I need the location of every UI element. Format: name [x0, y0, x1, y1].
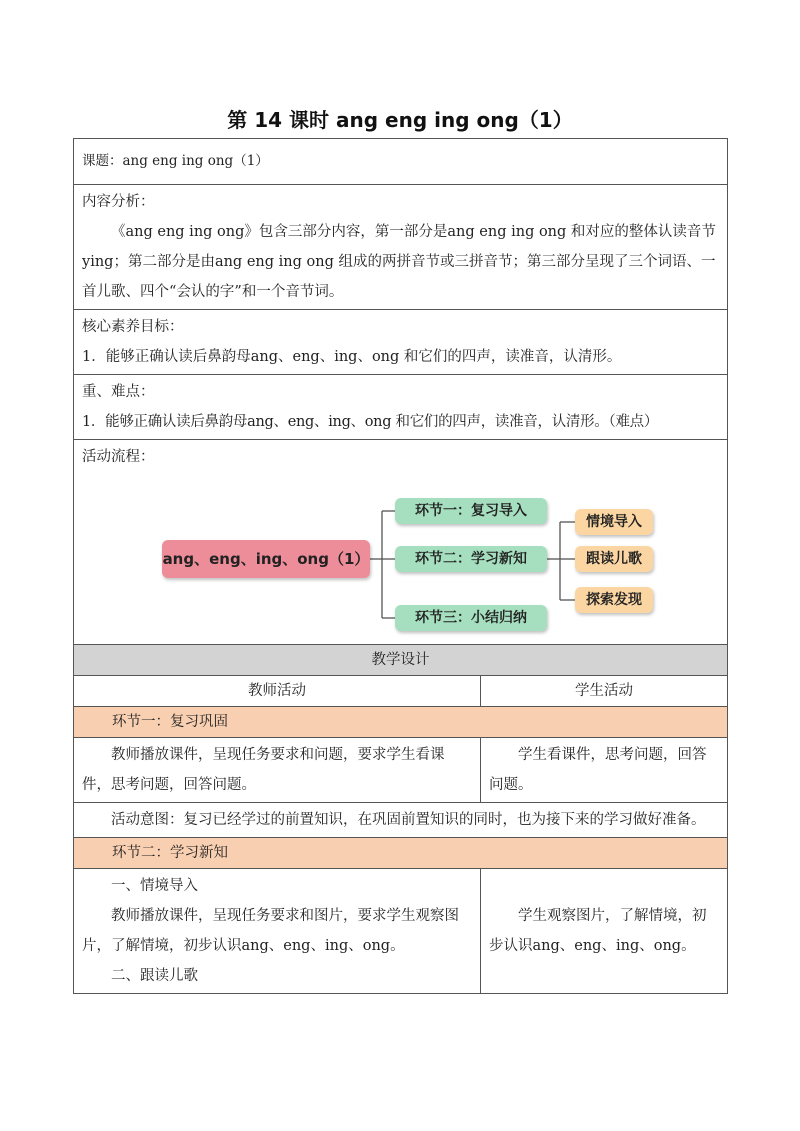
flow-step-1: 环节一：复习导入 — [395, 498, 547, 524]
design-heading-row — [74, 645, 728, 676]
content-analysis-row — [74, 185, 728, 310]
core-goals-row — [74, 310, 728, 375]
content-analysis-body: 《ang eng ing ong》包含三部分内容，第一部分是ang eng ing ong 和对应的整体认读音节 ying；第二部分是由ang eng ing ong 组成的两拼音节或三拼音节；第三部分呈现了三个词语、一首儿歌、四个“会认的字”和一个音节词。 — [82, 224, 716, 300]
section2-label: 环节二：学习新知 — [74, 838, 728, 869]
section1-teacher-text: 教师播放课件，呈现任务要求和问题，要求学生看课件，思考问题，回答问题。 — [82, 747, 445, 793]
flow-step-3: 环节三：小结归纳 — [395, 605, 547, 631]
key-points-item: 1．能够正确认读后鼻韵母ang、eng、ing、ong 和它们的四声，读准音，认清形。（难点） — [82, 414, 659, 430]
flow-root-node: ang、eng、ing、ong（1） — [162, 540, 370, 578]
key-points-heading: 重、难点： — [82, 384, 155, 400]
lesson-plan-table — [73, 138, 728, 994]
key-points-row — [74, 375, 728, 440]
topic-cell: 课题：ang eng ing ong（1） — [74, 139, 728, 185]
section2-student-text: 学生观察图片，了解情境，初步认识ang、eng、ing、ong。 — [489, 908, 707, 954]
flow-substep-2: 跟读儿歌 — [575, 546, 653, 572]
section1-label-row — [74, 707, 728, 738]
activity-flow-heading: 活动流程： — [82, 449, 155, 465]
section2-teacher-sub2: 二、跟读儿歌 — [111, 968, 198, 984]
column-header-row — [74, 676, 728, 707]
section1-label: 环节一：复习巩固 — [74, 707, 728, 738]
section2-teacher-sub1: 一、情境导入 — [111, 878, 198, 894]
section2-teacher-text: 教师播放课件，呈现任务要求和图片，要求学生观察图片，了解情境，初步认识ang、eng、ing、ong。 — [82, 908, 459, 954]
section1-activity-row — [74, 738, 728, 803]
flow-step-2: 环节二：学习新知 — [395, 546, 547, 572]
section1-intent-text: 活动意图：复习已经学过的前置知识，在巩固前置知识的同时，也为接下来的学习做好准备。 — [111, 812, 706, 828]
core-goals-heading: 核心素养目标： — [82, 319, 184, 335]
section1-student-text: 学生看课件，思考问题，回答问题。 — [489, 747, 707, 793]
section2-activity-row — [74, 869, 728, 994]
content-analysis-heading: 内容分析： — [82, 194, 155, 210]
topic-row — [74, 139, 728, 185]
section1-intent-row — [74, 803, 728, 838]
flow-substep-3: 探索发现 — [575, 587, 653, 613]
core-goals-item: 1．能够正确认读后鼻韵母ang、eng、ing、ong 和它们的四声，读准音，认清形。 — [82, 349, 622, 365]
activity-flow-row — [74, 440, 728, 645]
design-heading: 教学设计 — [74, 645, 728, 676]
teacher-column-header: 教师活动 — [74, 676, 481, 707]
flow-substep-1: 情境导入 — [575, 509, 653, 535]
activity-flow-diagram — [82, 472, 719, 642]
section2-label-row — [74, 838, 728, 869]
page-title: 第 14 课时 ang eng ing ong（1） — [227, 108, 573, 132]
student-column-header: 学生活动 — [481, 676, 728, 707]
